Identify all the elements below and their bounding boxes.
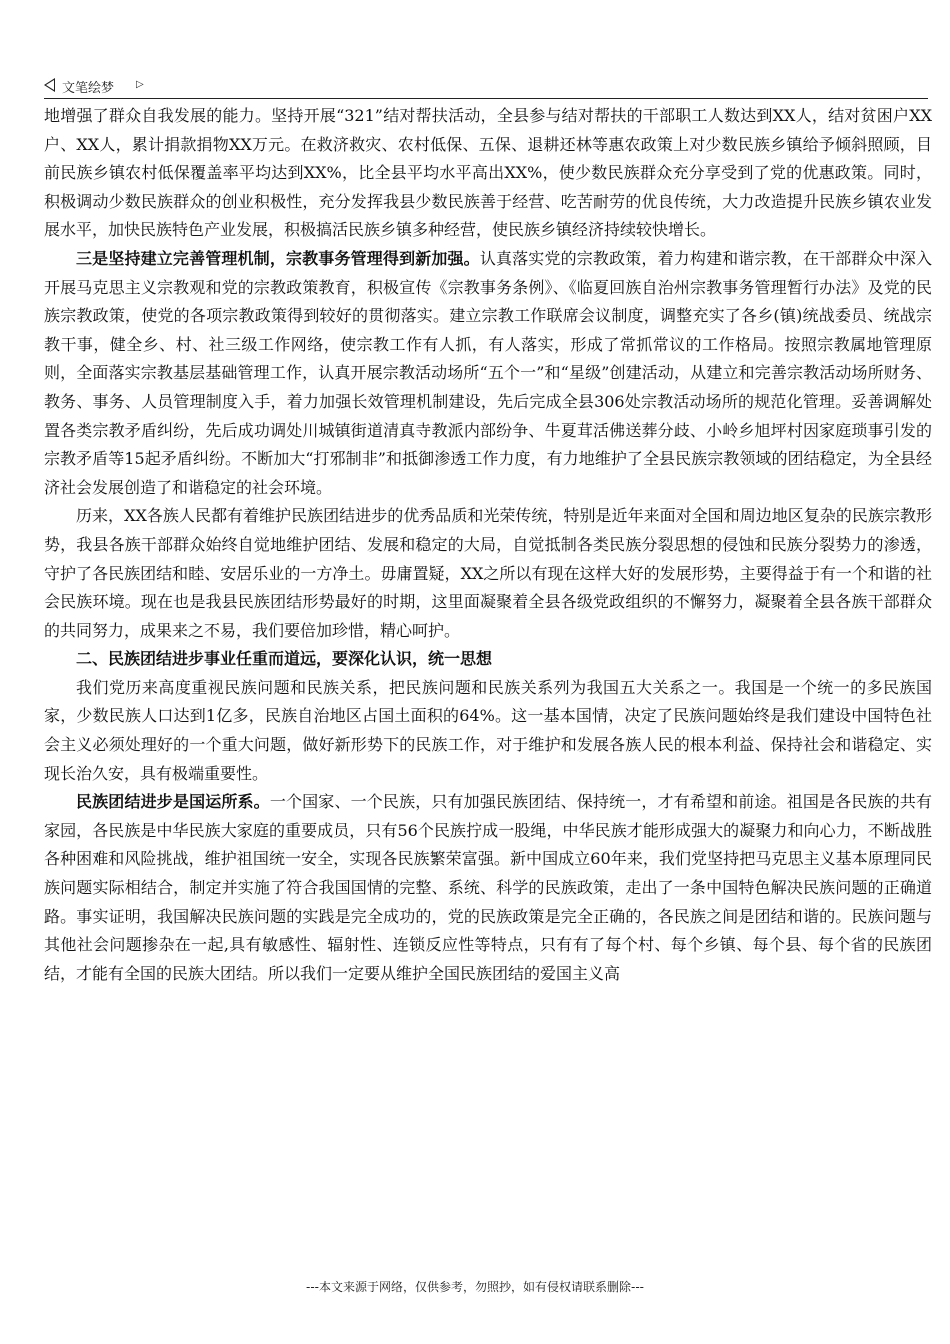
- page-header: [44, 74, 928, 99]
- brand-label: 文笔绘梦: [62, 81, 115, 96]
- paragraph-1: 地增强了群众自我发展的能力。坚持开展“321”结对帮扶活动，全县参与结对帮扶的干部职工人数达到XX人，结对贫困户XX户、XX人，累计捐款捐物XX万元。在救济救灾、农村低保、五保、退耕还林等惠农政策上对少数民族乡镇给予倾斜照顾，目前民族乡镇农村低保覆盖率平均达到XX%，比全县平均水平高出XX%，使少数民族群众充分享受到了党的优惠政策。同时，积极调动少数民族群众的创业积极性，充分发挥我县少数民族善于经营、吃苦耐劳的优良传统，大力改造提升民族乡镇农业发展水平，加快民族特色产业发展，积极搞活民族乡镇多种经营，使民族乡镇经济持续较快增长。: [44, 106, 932, 240]
- section-heading: 二、民族团结进步事业任重而道远，要深化认识，统一思想: [76, 649, 493, 669]
- paragraph-2: 三是坚持建立完善管理机制，宗教事务管理得到新加强。认真落实党的宗教政策，着力构建和谐宗教，在干部群众中深入开展马克思主义宗教观和党的宗教政策教育，积极宣传《宗教事务条例》、《临夏回族自治州宗教事务管理暂行办法》及党的民族宗教政策，使党的各项宗教政策得到较好的贯彻落实。建立宗教工作联席会议制度，调整充实了各乡(镇)统战委员、统战宗教干事，健全乡、村、社三级工作网络，使宗教工作有人抓，有人落实，形成了常抓常议的工作格局。按照宗教属地管理原则，全面落实宗教基层基础管理工作，认真开展宗教活动场所“五个一”和“星级”创建活动，从建立和完善宗教活动场所财务、教务、事务、人员管理制度入手，着力加强长效管理机制建设，先后完成全县306处宗教活动场所的规范化管理。妥善调解处置各类宗教矛盾纠纷，先后成功调处川城镇街道清真寺教派内部纷争、牛夏茸活佛送葬分歧、小岭乡旭坪村因家庭琐事引发的宗教矛盾等15起矛盾纠纷。不断加大“打邪制非”和抵御渗透工作力度，有力地维护了全县民族宗教领域的团结稳定，为全县经济社会发展创造了和谐稳定的社会环境。: [44, 248, 932, 497]
- paragraph-heading: 民族团结进步是国运所系。: [76, 792, 270, 812]
- triangle-left-icon: [44, 78, 55, 92]
- paragraph-heading: 三是坚持建立完善管理机制，宗教事务管理得到新加强。: [76, 248, 480, 268]
- paragraph-4: 我们党历来高度重视民族问题和民族关系，把民族问题和民族关系列为我国五大关系之一。我国是一个统一的多民族国家，少数民族人口达到1亿多，民族自治地区占国土面积的64%。这一基本国情，决定了民族问题始终是我们建设中国特色社会主义必须处理好的一个重大问题，做好新形势下的民族工作，对于维护和发展各族人民的根本利益、保持社会和谐稳定、实现长治久安，具有极端重要性。: [44, 677, 932, 783]
- page-footer: ---本文来源于网络，仅供参考，勿照抄，如有侵权请联系删除---: [306, 1280, 644, 1294]
- triangle-right-icon: ▷: [136, 79, 144, 90]
- paragraph-5: 民族团结进步是国运所系。一个国家、一个民族，只有加强民族团结、保持统一，才有希望和前途。祖国是各民族的共有家园，各民族是中华民族大家庭的重要成员，只有56个民族拧成一股绳，中华民族才能形成强大的凝聚力和向心力，不断战胜各种困难和风险挑战，维护祖国统一安全，实现各民族繁荣富强。新中国成立60年来，我们党坚持把马克思主义基本原理同民族问题实际相结合，制定并实施了符合我国国情的完整、系统、科学的民族政策，走出了一条中国特色解决民族问题的正确道路。事实证明，我国解决民族问题的实践是完全成功的，党的民族政策是完全正确的，各民族之间是团结和谐的。民族问题与其他社会问题掺杂在一起,具有敏感性、辐射性、连锁反应性等特点，只有有了每个村、每个乡镇、每个县、每个省的民族团结，才能有全国的民族大团结。所以我们一定要从维护全国民族团结的爱国主义高: [44, 792, 932, 983]
- document-body: [44, 102, 932, 988]
- paragraph-3: 历来，XX各族人民都有着维护民族团结进步的优秀品质和光荣传统，特别是近年来面对全国和周边地区复杂的民族宗教形势，我县各族干部群众始终自觉地维护团结、发展和稳定的大局，自觉抵制各类民族分裂思想的侵蚀和民族分裂势力的渗透，守护了各民族团结和睦、安居乐业的一方净土。毋庸置疑，XX之所以有现在这样大好的发展形势，主要得益于有一个和谐的社会民族环境。现在也是我县民族团结形势最好的时期，这里面凝聚着全县各级党政组织的不懈努力，凝聚着全县各族干部群众的共同努力，成果来之不易，我们要倍加珍惜，精心呵护。: [44, 506, 932, 640]
